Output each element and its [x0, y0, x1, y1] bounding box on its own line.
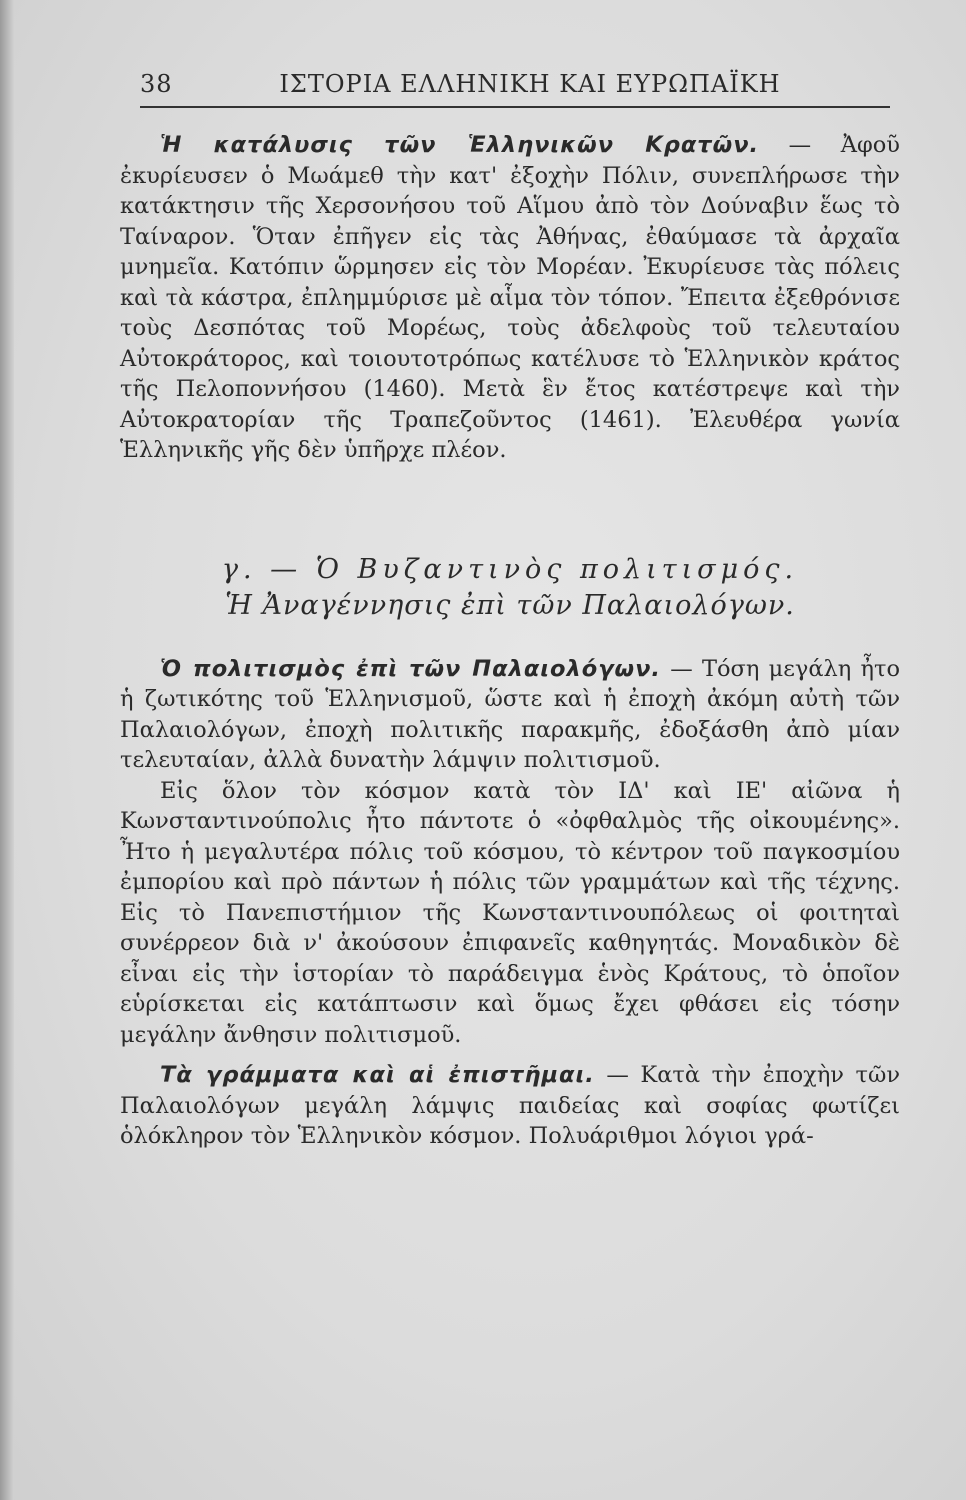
page-number: 38: [140, 70, 173, 98]
paragraph-rubric: Ὁ πολιτισμὸς ἐπὶ τῶν Παλαιολόγων.: [160, 655, 661, 682]
paragraph-text: — Ἀφοῦ ἐκυρίευσεν ὁ Μωάμεθ τὴν κατ' ἐξοχὴν Πόλιν, συνεπλήρωσε τὴν κατάκτησιν τῆς Χερσονήσου τοῦ Αἵμου ἀπὸ τὸν Δούναβιν ἕως τὸ Ταίναρον. Ὅταν ἐπῆγεν εἰς τὰς Ἀθήνας, ἐθαύμασε τὰ ἀρχαῖα μνημεῖα. Κατόπιν ὥρμησεν εἰς τὸν Μορέαν. Ἐκυρίευσε τὰς πόλεις καὶ τὰ κάστρα, ἐπλημμύρισε μὲ αἷμα τὸν τόπον. Ἔπειτα ἐξεθρόνισε τοὺς Δεσπότας τοῦ Μορέως, τοὺς ἀδελφοὺς τοῦ τελευταίου Αὐτοκράτορος, καὶ τοιουτοτρόπως κατέλυσε τὸ Ἑλληνικὸν κράτος τῆς Πελοποννήσου (1460). Μετὰ ἓν ἔτος κατέστρεψε καὶ τὴν Αὐτοκρατορίαν τῆς Τραπεζοῦντος (1461). Ἐλευθέρα γωνία Ἑλληνικῆς γῆς δὲν ὑπῆρχε πλέον.: [120, 132, 900, 463]
page-header: [140, 70, 890, 100]
section-title: γ. — Ὁ Βυζαντινὸς πολιτισμός.: [221, 553, 799, 585]
paragraph-rubric: Τὰ γράμματα καὶ αἱ ἐπιστῆμαι.: [160, 1062, 595, 1088]
paragraph-text: — Τόση μεγάλη ἦτο ἡ ζωτικότης τοῦ Ἑλληνισμοῦ, ὥστε καὶ ἡ ἐποχὴ ἀκόμη αὐτὴ τῶν Παλαιολόγων, ἐποχὴ πολιτικῆς παρακμῆς, ἐδοξάσθη ἀπὸ μίαν τελευταίαν, ἀλλὰ δυνατὴν λάμψιν πολιτισμοῦ.: [120, 655, 900, 773]
page-body: [120, 130, 900, 1152]
running-title: ΙΣΤΟΡΙΑ ΕΛΛΗΝΙΚΗ ΚΑΙ ΕΥΡΩΠΑΪΚΗ: [279, 70, 781, 98]
paragraph-text: — Κατὰ τὴν ἐποχὴν τῶν Παλαιολόγων μεγάλη λάμψις παιδείας καὶ σοφίας φωτίζει ὁλόκληρον τὸν Ἑλληνικὸν κόσμον. Πολυάριθμοι λόγιοι γρά-: [120, 1062, 901, 1149]
paragraph-text: Εἰς ὅλον τὸν κόσμον κατὰ τὸν ΙΔ' καὶ ΙΕ' αἰῶνα ἡ Κωνσταντινούπολις ἦτο πάντοτε ὁ «ὀφθαλμὸς τῆς οἰκουμένης». Ἦτο ἡ μεγαλυτέρα πόλις τοῦ κόσμου, τὸ κέντρον τοῦ παγκοσμίου ἐμπορίου καὶ πρὸ πάντων ἡ πόλις τῶν γραμμάτων καὶ τῆς τέχνης. Εἰς τὸ Πανεπιστήμιον τῆς Κωνσταντινουπόλεως οἱ φοιτηταὶ συνέρρεον διὰ ν' ἀκούσουν ἐπιφανεῖς καθηγητάς. Μοναδικὸν δὲ εἶναι εἰς τὴν ἱστορίαν τὸ παράδειγμα ἑνὸς Κράτους, τὸ ὁποῖον εὑρίσκεται εἰς κατάπτωσιν καὶ ὅμως ἔχει φθάσει εἰς τόσην μεγάλην ἄνθησιν πολιτισμοῦ.: [120, 777, 900, 1048]
section-heading: [120, 552, 900, 624]
section-subtitle: Ἡ Ἀναγέννησις ἐπὶ τῶν Παλαιολόγων.: [225, 589, 795, 621]
paragraph-rubric: Ἡ κατάλυσις τῶν Ἑλληνικῶν Κρατῶν.: [160, 132, 760, 158]
paragraph-civilization: [120, 654, 900, 776]
paragraph-constantinople: [120, 776, 900, 1051]
paragraph-fall-of-greek-states: [120, 130, 900, 466]
paragraph-letters-sciences: [120, 1060, 900, 1152]
header-rule: [140, 106, 890, 108]
book-spine-shadow: [0, 0, 14, 1500]
